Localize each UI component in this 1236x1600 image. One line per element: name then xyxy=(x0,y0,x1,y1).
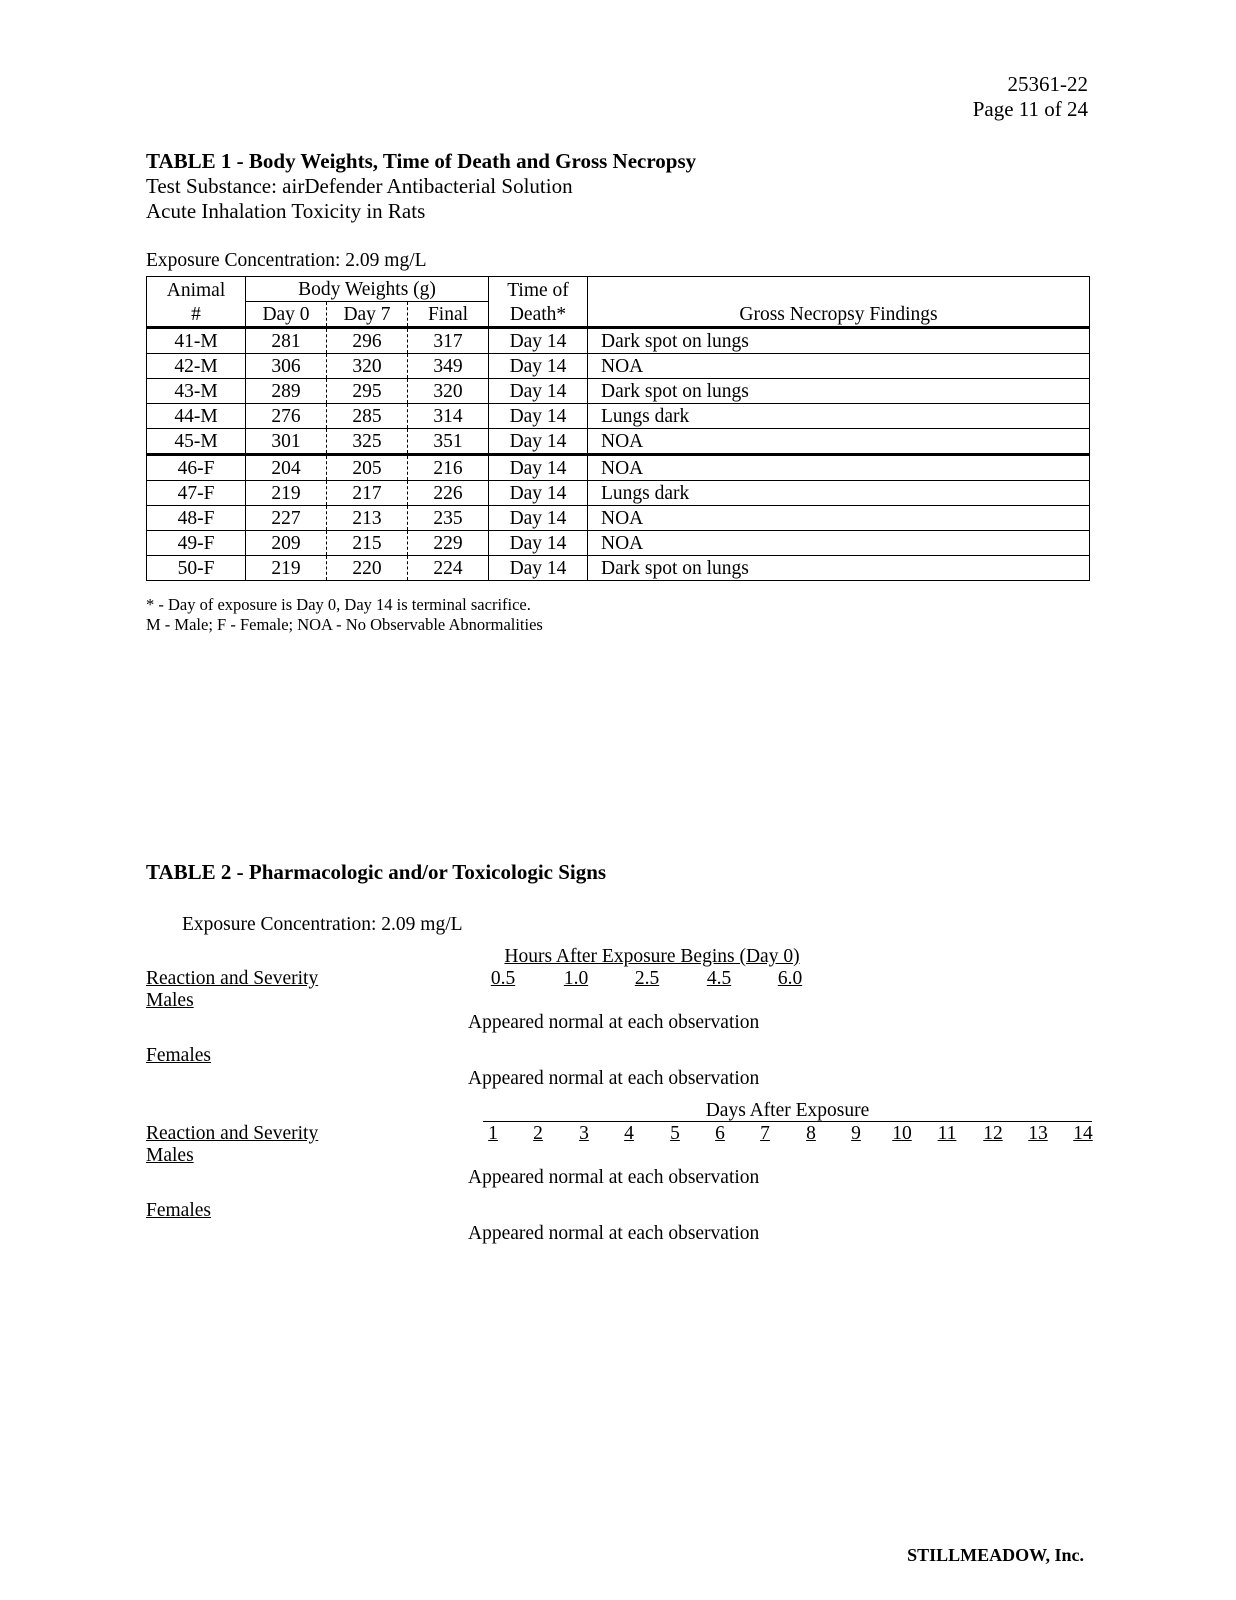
necropsy-finding: NOA xyxy=(588,455,1090,481)
day-5: 5 xyxy=(670,1123,680,1144)
day-8: 8 xyxy=(806,1123,816,1144)
weight-day7: 325 xyxy=(327,429,408,455)
weight-day0: 227 xyxy=(246,506,327,531)
hour-0-5: 0.5 xyxy=(490,968,516,989)
time-of-death: Day 14 xyxy=(489,506,588,531)
table-row xyxy=(147,379,1090,404)
table1-exposure: Exposure Concentration: 2.09 mg/L xyxy=(146,250,427,271)
table-row xyxy=(147,455,1090,481)
weight-final: 351 xyxy=(408,429,489,455)
reaction-label-days: Reaction and Severity xyxy=(146,1123,319,1144)
weight-final: 224 xyxy=(408,556,489,581)
time-of-death: Day 14 xyxy=(489,379,588,404)
weight-day7: 205 xyxy=(327,455,408,481)
animal-id: 44-M xyxy=(147,404,246,429)
table-row xyxy=(147,506,1090,531)
table-row xyxy=(147,531,1090,556)
animal-id: 50-F xyxy=(147,556,246,581)
hours-header: Hours After Exposure Begins (Day 0) xyxy=(504,946,800,967)
day-13: 13 xyxy=(1028,1123,1048,1144)
animal-id: 45-M xyxy=(147,429,246,455)
table1-title: TABLE 1 - Body Weights, Time of Death and Gross Necropsy xyxy=(146,149,697,173)
males-days-result: Appeared normal at each observation xyxy=(468,1167,760,1188)
animal-id: 48-F xyxy=(147,506,246,531)
header-body-weights: Body Weights (g) xyxy=(246,277,489,302)
report-number: 25361-22 xyxy=(1007,72,1088,96)
header-animal-number: # xyxy=(147,302,246,328)
day-14: 14 xyxy=(1073,1123,1093,1144)
necropsy-finding: NOA xyxy=(588,429,1090,455)
day-2: 2 xyxy=(533,1123,543,1144)
weight-final: 317 xyxy=(408,328,489,354)
females-label-days: Females xyxy=(146,1200,211,1221)
males-label-days: Males xyxy=(146,1145,194,1166)
animal-id: 46-F xyxy=(147,455,246,481)
necropsy-finding: Lungs dark xyxy=(588,404,1090,429)
weight-final: 320 xyxy=(408,379,489,404)
hour-6-0: 6.0 xyxy=(777,968,803,989)
hour-1-0: 1.0 xyxy=(563,968,589,989)
weight-day0: 209 xyxy=(246,531,327,556)
necropsy-finding: NOA xyxy=(588,354,1090,379)
hour-4-5: 4.5 xyxy=(706,968,732,989)
animal-id: 47-F xyxy=(147,481,246,506)
weight-day0: 219 xyxy=(246,481,327,506)
weight-day7: 285 xyxy=(327,404,408,429)
day-3: 3 xyxy=(579,1123,589,1144)
weight-day7: 220 xyxy=(327,556,408,581)
weight-final: 229 xyxy=(408,531,489,556)
header-day7: Day 7 xyxy=(327,302,408,328)
day-9: 9 xyxy=(851,1123,861,1144)
table-row xyxy=(147,404,1090,429)
table1-note-exposure: * - Day of exposure is Day 0, Day 14 is terminal sacrifice. xyxy=(146,595,531,614)
header-day0: Day 0 xyxy=(246,302,327,328)
table-row xyxy=(147,354,1090,379)
time-of-death: Day 14 xyxy=(489,328,588,354)
header-time-of-death: Time of xyxy=(489,277,588,302)
animal-id: 49-F xyxy=(147,531,246,556)
hour-2-5: 2.5 xyxy=(634,968,660,989)
females-hours-result: Appeared normal at each observation xyxy=(468,1068,760,1089)
animal-id: 43-M xyxy=(147,379,246,404)
day-10: 10 xyxy=(892,1123,912,1144)
weight-final: 226 xyxy=(408,481,489,506)
body-weights-table xyxy=(146,276,1090,581)
table1-note-abbreviations: M - Male; F - Female; NOA - No Observable Abnormalities xyxy=(146,615,543,634)
day-1: 1 xyxy=(488,1123,498,1144)
page-number: Page 11 of 24 xyxy=(972,97,1088,121)
necropsy-finding: Dark spot on lungs xyxy=(588,556,1090,581)
time-of-death: Day 14 xyxy=(489,531,588,556)
weight-day7: 215 xyxy=(327,531,408,556)
necropsy-finding: NOA xyxy=(588,506,1090,531)
time-of-death: Day 14 xyxy=(489,404,588,429)
weight-day0: 306 xyxy=(246,354,327,379)
day-6: 6 xyxy=(715,1123,725,1144)
weight-final: 216 xyxy=(408,455,489,481)
weight-day0: 289 xyxy=(246,379,327,404)
weight-day7: 320 xyxy=(327,354,408,379)
time-of-death: Day 14 xyxy=(489,455,588,481)
weight-final: 314 xyxy=(408,404,489,429)
weight-day7: 217 xyxy=(327,481,408,506)
weight-day0: 204 xyxy=(246,455,327,481)
time-of-death: Day 14 xyxy=(489,429,588,455)
table-row xyxy=(147,481,1090,506)
weight-day7: 295 xyxy=(327,379,408,404)
day-4: 4 xyxy=(624,1123,634,1144)
females-days-result: Appeared normal at each observation xyxy=(468,1223,760,1244)
day-7: 7 xyxy=(760,1123,770,1144)
company-footer: STILLMEADOW, Inc. xyxy=(907,1545,1084,1565)
reaction-label-hours: Reaction and Severity xyxy=(146,968,319,989)
weight-day0: 301 xyxy=(246,429,327,455)
time-of-death: Day 14 xyxy=(489,556,588,581)
females-label-hours: Females xyxy=(146,1045,211,1066)
table2-exposure: Exposure Concentration: 2.09 mg/L xyxy=(182,914,463,935)
table-row xyxy=(147,328,1090,354)
table1-subtitle-substance: Test Substance: airDefender Antibacterial Solution xyxy=(146,174,573,198)
animal-id: 41-M xyxy=(147,328,246,354)
necropsy-finding: NOA xyxy=(588,531,1090,556)
weight-final: 349 xyxy=(408,354,489,379)
weight-final: 235 xyxy=(408,506,489,531)
header-final: Final xyxy=(408,302,489,328)
animal-id: 42-M xyxy=(147,354,246,379)
days-header: Days After Exposure xyxy=(483,1100,1092,1122)
header-findings: Gross Necropsy Findings xyxy=(588,277,1090,328)
header-death: Death* xyxy=(489,302,588,328)
weight-day0: 219 xyxy=(246,556,327,581)
time-of-death: Day 14 xyxy=(489,481,588,506)
males-label-hours: Males xyxy=(146,990,194,1011)
table-row xyxy=(147,556,1090,581)
table1-subtitle-study: Acute Inhalation Toxicity in Rats xyxy=(146,199,426,223)
day-11: 11 xyxy=(937,1123,957,1144)
table2-title: TABLE 2 - Pharmacologic and/or Toxicologic Signs xyxy=(146,860,607,884)
time-of-death: Day 14 xyxy=(489,354,588,379)
day-12: 12 xyxy=(983,1123,1003,1144)
males-hours-result: Appeared normal at each observation xyxy=(468,1012,760,1033)
table-row xyxy=(147,429,1090,455)
weight-day7: 296 xyxy=(327,328,408,354)
weight-day0: 276 xyxy=(246,404,327,429)
necropsy-finding: Lungs dark xyxy=(588,481,1090,506)
necropsy-finding: Dark spot on lungs xyxy=(588,379,1090,404)
weight-day0: 281 xyxy=(246,328,327,354)
weight-day7: 213 xyxy=(327,506,408,531)
header-animal: Animal xyxy=(147,277,246,302)
necropsy-finding: Dark spot on lungs xyxy=(588,328,1090,354)
